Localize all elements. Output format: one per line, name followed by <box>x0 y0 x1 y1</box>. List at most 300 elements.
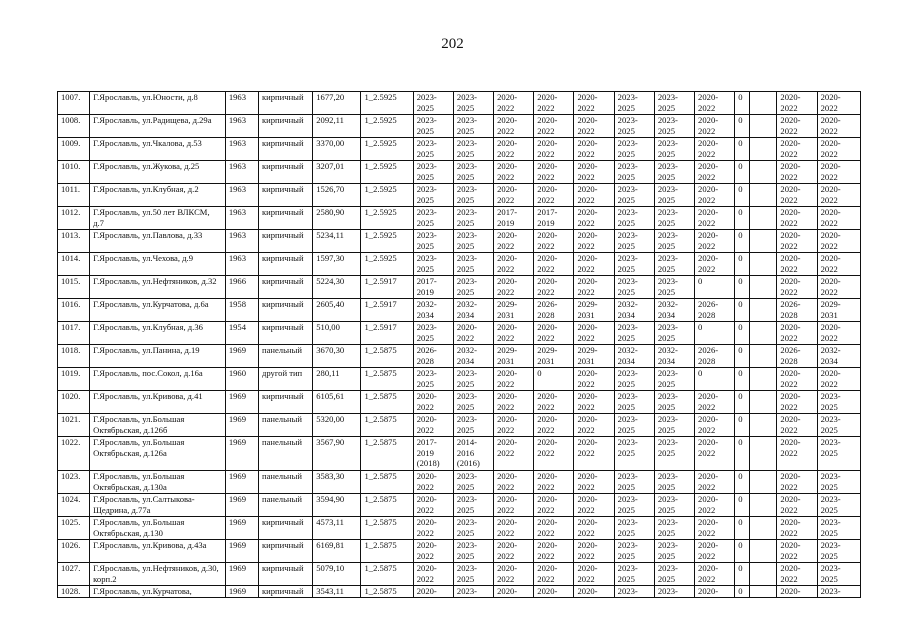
cell-c11: 2020- 2022 <box>777 92 817 115</box>
cell-id: 1019. <box>58 368 90 391</box>
cell-c6: 2023- 2025 <box>614 517 654 540</box>
cell-area: 5079,10 <box>313 563 361 586</box>
cell-addr: Г.Ярославль, ул.Юности, д.8 <box>90 92 226 115</box>
cell-c1: 2020- 2022 <box>413 471 453 494</box>
cell-mat: кирпичный <box>258 253 312 276</box>
table-row <box>58 230 861 253</box>
cell-c8: 2020- 2022 <box>695 540 735 563</box>
cell-c3: 2020- 2022 <box>494 391 534 414</box>
cell-mat: кирпичный <box>258 161 312 184</box>
cell-c12: 2020- 2022 <box>817 322 860 345</box>
cell-c3: 2020- 2022 <box>494 414 534 437</box>
cell-c4: 0 <box>534 368 574 391</box>
cell-c6: 2023- 2025 <box>614 92 654 115</box>
cell-area: 1526,70 <box>313 184 361 207</box>
cell-c1: 2023- 2025 <box>413 368 453 391</box>
cell-c2: 2020- 2022 <box>453 322 493 345</box>
cell-c8: 2020- 2022 <box>695 391 735 414</box>
cell-c2: 2023- <box>453 586 493 598</box>
cell-c5: 2029- 2031 <box>574 345 614 368</box>
table-row <box>58 540 861 563</box>
cell-c9: 0 <box>735 414 750 437</box>
cell-c5: 2020- 2022 <box>574 563 614 586</box>
cell-c8: 2020- 2022 <box>695 414 735 437</box>
cell-c12: 2020- 2022 <box>817 230 860 253</box>
cell-c10 <box>750 253 777 276</box>
cell-year: 1969 <box>225 437 258 471</box>
cell-c7: 2023- 2025 <box>654 391 694 414</box>
table-row <box>58 184 861 207</box>
cell-c12: 2029- 2031 <box>817 299 860 322</box>
cell-c2: 2023- 2025 <box>453 471 493 494</box>
table-row <box>58 391 861 414</box>
cell-c9: 0 <box>735 322 750 345</box>
cell-c10 <box>750 184 777 207</box>
cell-c3: 2020- <box>494 586 534 598</box>
cell-c6: 2023- 2025 <box>614 437 654 471</box>
cell-c2: 2023- 2025 <box>453 563 493 586</box>
cell-c3: 2020- 2022 <box>494 161 534 184</box>
cell-code: 1_2.5875 <box>361 586 413 598</box>
cell-c4: 2029- 2031 <box>534 345 574 368</box>
cell-c4: 2020- 2022 <box>534 517 574 540</box>
cell-c3: 2020- 2022 <box>494 115 534 138</box>
cell-c11: 2020- 2022 <box>777 253 817 276</box>
cell-c12: 2020- 2022 <box>817 276 860 299</box>
cell-c10 <box>750 540 777 563</box>
cell-c1: 2023- 2025 <box>413 138 453 161</box>
cell-c1: 2023- 2025 <box>413 253 453 276</box>
cell-id: 1024. <box>58 494 90 517</box>
cell-c6: 2023- 2025 <box>614 414 654 437</box>
table-row <box>58 586 861 598</box>
cell-c6: 2023- 2025 <box>614 184 654 207</box>
cell-addr: Г.Ярославль, ул.Панина, д.19 <box>90 345 226 368</box>
cell-id: 1022. <box>58 437 90 471</box>
cell-c12: 2023- 2025 <box>817 540 860 563</box>
cell-c12: 2023- 2025 <box>817 563 860 586</box>
cell-code: 1_2.5925 <box>361 230 413 253</box>
cell-id: 1014. <box>58 253 90 276</box>
cell-c6: 2023- <box>614 586 654 598</box>
cell-id: 1008. <box>58 115 90 138</box>
cell-addr: Г.Ярославль, ул.50 лет ВЛКСМ, д.7 <box>90 207 226 230</box>
cell-c10 <box>750 322 777 345</box>
cell-c2: 2023- 2025 <box>453 368 493 391</box>
cell-c1: 2020- <box>413 586 453 598</box>
cell-c10 <box>750 92 777 115</box>
cell-mat: кирпичный <box>258 322 312 345</box>
cell-c11: 2020- 2022 <box>777 322 817 345</box>
cell-c2: 2023- 2025 <box>453 517 493 540</box>
cell-area: 1677,20 <box>313 92 361 115</box>
cell-mat: панельный <box>258 414 312 437</box>
cell-c7: 2023- 2025 <box>654 161 694 184</box>
cell-code: 1_2.5875 <box>361 391 413 414</box>
cell-c6: 2023- 2025 <box>614 494 654 517</box>
cell-code: 1_2.5925 <box>361 184 413 207</box>
cell-area: 3370,00 <box>313 138 361 161</box>
cell-c8: 2020- 2022 <box>695 230 735 253</box>
cell-year: 1963 <box>225 138 258 161</box>
cell-c9: 0 <box>735 345 750 368</box>
cell-c7: 2023- 2025 <box>654 563 694 586</box>
cell-c4: 2020- 2022 <box>534 184 574 207</box>
cell-c12: 2032- 2034 <box>817 345 860 368</box>
cell-c2: 2023- 2025 <box>453 391 493 414</box>
cell-area: 2605,40 <box>313 299 361 322</box>
cell-year: 1969 <box>225 517 258 540</box>
cell-c9: 0 <box>735 563 750 586</box>
cell-c10 <box>750 391 777 414</box>
cell-c4: 2020- 2022 <box>534 230 574 253</box>
cell-c6: 2023- 2025 <box>614 207 654 230</box>
cell-c10 <box>750 471 777 494</box>
cell-c12: 2020- 2022 <box>817 253 860 276</box>
cell-c8: 2020- 2022 <box>695 494 735 517</box>
cell-c10 <box>750 345 777 368</box>
cell-mat: кирпичный <box>258 563 312 586</box>
cell-c9: 0 <box>735 368 750 391</box>
cell-c7: 2023- 2025 <box>654 253 694 276</box>
cell-c3: 2020- 2022 <box>494 276 534 299</box>
cell-c4: 2020- 2022 <box>534 471 574 494</box>
table-row <box>58 299 861 322</box>
cell-c11: 2020- 2022 <box>777 138 817 161</box>
cell-c4: 2020- 2022 <box>534 563 574 586</box>
cell-c5: 2020- 2022 <box>574 471 614 494</box>
cell-code: 1_2.5875 <box>361 517 413 540</box>
cell-id: 1007. <box>58 92 90 115</box>
cell-code: 1_2.5875 <box>361 494 413 517</box>
cell-c11: 2020- 2022 <box>777 540 817 563</box>
cell-mat: панельный <box>258 345 312 368</box>
cell-code: 1_2.5875 <box>361 471 413 494</box>
cell-c11: 2020- 2022 <box>777 563 817 586</box>
cell-code: 1_2.5917 <box>361 276 413 299</box>
cell-year: 1969 <box>225 414 258 437</box>
cell-c3: 2020- 2022 <box>494 368 534 391</box>
cell-c2: 2023- 2025 <box>453 115 493 138</box>
table-row <box>58 322 861 345</box>
cell-c4: 2020- <box>534 586 574 598</box>
cell-c4: 2020- 2022 <box>534 115 574 138</box>
cell-c7: 2023- 2025 <box>654 184 694 207</box>
cell-mat: кирпичный <box>258 391 312 414</box>
cell-c3: 2020- 2022 <box>494 92 534 115</box>
cell-mat: другой тип <box>258 368 312 391</box>
cell-area: 2580,90 <box>313 207 361 230</box>
cell-c2: 2023- 2025 <box>453 230 493 253</box>
cell-c11: 2020- <box>777 586 817 598</box>
cell-c5: 2020- 2022 <box>574 437 614 471</box>
cell-id: 1026. <box>58 540 90 563</box>
cell-c5: 2020- 2022 <box>574 414 614 437</box>
cell-c10 <box>750 276 777 299</box>
cell-c9: 0 <box>735 207 750 230</box>
cell-c2: 2023- 2025 <box>453 494 493 517</box>
cell-c11: 2020- 2022 <box>777 184 817 207</box>
cell-c10 <box>750 299 777 322</box>
cell-c5: 2020- 2022 <box>574 138 614 161</box>
cell-mat: панельный <box>258 437 312 471</box>
cell-c12: 2023- 2025 <box>817 494 860 517</box>
cell-c8: 2020- 2022 <box>695 184 735 207</box>
cell-c10 <box>750 437 777 471</box>
cell-mat: кирпичный <box>258 517 312 540</box>
cell-c2: 2023- 2025 <box>453 253 493 276</box>
cell-c11: 2020- 2022 <box>777 517 817 540</box>
cell-c5: 2020- 2022 <box>574 207 614 230</box>
cell-c1: 2020- 2022 <box>413 414 453 437</box>
cell-c12: 2020- 2022 <box>817 92 860 115</box>
cell-addr: Г.Ярославль, ул.Большая Октябрьская, д.126б <box>90 414 226 437</box>
cell-c5: 2020- 2022 <box>574 368 614 391</box>
cell-c5: 2020- 2022 <box>574 184 614 207</box>
cell-year: 1969 <box>225 563 258 586</box>
cell-code: 1_2.5875 <box>361 540 413 563</box>
cell-c1: 2020- 2022 <box>413 391 453 414</box>
cell-id: 1012. <box>58 207 90 230</box>
cell-c12: 2020- 2022 <box>817 207 860 230</box>
cell-c7: 2023- 2025 <box>654 368 694 391</box>
cell-c7: 2023- 2025 <box>654 517 694 540</box>
cell-addr: Г.Ярославль, ул.Кривова, д.43а <box>90 540 226 563</box>
cell-addr: Г.Ярославль, пос.Сокол, д.16а <box>90 368 226 391</box>
cell-c3: 2020- 2022 <box>494 540 534 563</box>
cell-year: 1969 <box>225 345 258 368</box>
cell-c4: 2020- 2022 <box>534 322 574 345</box>
cell-c10 <box>750 207 777 230</box>
cell-c4: 2020- 2022 <box>534 92 574 115</box>
cell-mat: кирпичный <box>258 540 312 563</box>
cell-addr: Г.Ярославль, ул.Клубная, д.36 <box>90 322 226 345</box>
cell-year: 1969 <box>225 586 258 598</box>
cell-c4: 2020- 2022 <box>534 437 574 471</box>
cell-c9: 0 <box>735 138 750 161</box>
cell-c12: 2020- 2022 <box>817 161 860 184</box>
cell-c7: 2032- 2034 <box>654 345 694 368</box>
cell-c1: 2020- 2022 <box>413 494 453 517</box>
cell-c9: 0 <box>735 494 750 517</box>
cell-c4: 2020- 2022 <box>534 276 574 299</box>
cell-mat: кирпичный <box>258 115 312 138</box>
cell-year: 1963 <box>225 207 258 230</box>
cell-c3: 2017- 2019 <box>494 207 534 230</box>
cell-c6: 2032- 2034 <box>614 345 654 368</box>
cell-c10 <box>750 138 777 161</box>
cell-c1: 2020- 2022 <box>413 517 453 540</box>
cell-code: 1_2.5925 <box>361 161 413 184</box>
cell-c8: 2020- 2022 <box>695 138 735 161</box>
cell-c9: 0 <box>735 391 750 414</box>
cell-addr: Г.Ярославль, ул.Нефтяников, д.32 <box>90 276 226 299</box>
cell-id: 1020. <box>58 391 90 414</box>
cell-c7: 2023- 2025 <box>654 92 694 115</box>
cell-c7: 2032- 2034 <box>654 299 694 322</box>
cell-c11: 2020- 2022 <box>777 230 817 253</box>
table-row <box>58 414 861 437</box>
cell-c10 <box>750 115 777 138</box>
cell-c1: 2020- 2022 <box>413 563 453 586</box>
cell-mat: кирпичный <box>258 184 312 207</box>
cell-c8: 0 <box>695 322 735 345</box>
cell-c12: 2023- 2025 <box>817 414 860 437</box>
cell-c6: 2023- 2025 <box>614 471 654 494</box>
cell-c5: 2020- 2022 <box>574 494 614 517</box>
cell-area: 3594,90 <box>313 494 361 517</box>
cell-c9: 0 <box>735 586 750 598</box>
cell-code: 1_2.5875 <box>361 345 413 368</box>
cell-year: 1963 <box>225 230 258 253</box>
cell-c9: 0 <box>735 540 750 563</box>
cell-code: 1_2.5917 <box>361 299 413 322</box>
cell-c4: 2020- 2022 <box>534 138 574 161</box>
cell-area: 6169,81 <box>313 540 361 563</box>
cell-addr: Г.Ярославль, ул.Курчатова, д.6а <box>90 299 226 322</box>
cell-c5: 2020- <box>574 586 614 598</box>
cell-id: 1010. <box>58 161 90 184</box>
cell-year: 1963 <box>225 115 258 138</box>
cell-c3: 2020- 2022 <box>494 563 534 586</box>
cell-c6: 2023- 2025 <box>614 276 654 299</box>
table-row <box>58 161 861 184</box>
cell-c5: 2020- 2022 <box>574 230 614 253</box>
cell-c7: 2023- 2025 <box>654 414 694 437</box>
cell-mat: панельный <box>258 494 312 517</box>
cell-c5: 2020- 2022 <box>574 115 614 138</box>
cell-c9: 0 <box>735 437 750 471</box>
cell-c3: 2029- 2031 <box>494 299 534 322</box>
cell-year: 1954 <box>225 322 258 345</box>
table-row <box>58 345 861 368</box>
cell-c7: 2023- 2025 <box>654 138 694 161</box>
cell-area: 5320,00 <box>313 414 361 437</box>
cell-area: 3207,01 <box>313 161 361 184</box>
cell-mat: кирпичный <box>258 230 312 253</box>
cell-c11: 2020- 2022 <box>777 207 817 230</box>
cell-c12: 2020- 2022 <box>817 115 860 138</box>
cell-c9: 0 <box>735 92 750 115</box>
cell-c7: 2023- 2025 <box>654 322 694 345</box>
cell-mat: кирпичный <box>258 586 312 598</box>
cell-c8: 2020- <box>695 586 735 598</box>
cell-c5: 2020- 2022 <box>574 92 614 115</box>
cell-id: 1027. <box>58 563 90 586</box>
cell-c3: 2020- 2022 <box>494 471 534 494</box>
cell-c1: 2023- 2025 <box>413 207 453 230</box>
cell-id: 1011. <box>58 184 90 207</box>
cell-mat: кирпичный <box>258 207 312 230</box>
cell-addr: Г.Ярославль, ул.Клубная, д.2 <box>90 184 226 207</box>
table-row <box>58 437 861 471</box>
cell-c11: 2020- 2022 <box>777 414 817 437</box>
cell-addr: Г.Ярославль, ул.Павлова, д.33 <box>90 230 226 253</box>
cell-c9: 0 <box>735 276 750 299</box>
cell-c9: 0 <box>735 184 750 207</box>
cell-c10 <box>750 517 777 540</box>
table-row <box>58 115 861 138</box>
cell-c8: 0 <box>695 368 735 391</box>
cell-c4: 2020- 2022 <box>534 414 574 437</box>
cell-c12: 2023- 2025 <box>817 437 860 471</box>
cell-c5: 2020- 2022 <box>574 540 614 563</box>
cell-year: 1963 <box>225 184 258 207</box>
cell-c6: 2023- 2025 <box>614 230 654 253</box>
cell-area: 4573,11 <box>313 517 361 540</box>
cell-c2: 2032- 2034 <box>453 299 493 322</box>
cell-id: 1025. <box>58 517 90 540</box>
cell-c5: 2020- 2022 <box>574 161 614 184</box>
cell-area: 5234,11 <box>313 230 361 253</box>
cell-addr: Г.Ярославль, ул.Большая Октябрьская, д.130а <box>90 471 226 494</box>
cell-addr: Г.Ярославль, ул.Большая Октябрьская, д.130 <box>90 517 226 540</box>
cell-c10 <box>750 586 777 598</box>
cell-mat: кирпичный <box>258 138 312 161</box>
cell-c1: 2020- 2022 <box>413 540 453 563</box>
cell-c7: 2023- 2025 <box>654 437 694 471</box>
cell-c2: 2023- 2025 <box>453 92 493 115</box>
cell-c4: 2017- 2019 <box>534 207 574 230</box>
cell-code: 1_2.5925 <box>361 115 413 138</box>
cell-code: 1_2.5925 <box>361 207 413 230</box>
cell-addr: Г.Ярославль, ул.Кривова, д.41 <box>90 391 226 414</box>
cell-c10 <box>750 161 777 184</box>
cell-c6: 2023- 2025 <box>614 253 654 276</box>
cell-mat: кирпичный <box>258 92 312 115</box>
table-row <box>58 494 861 517</box>
cell-area: 3567,90 <box>313 437 361 471</box>
cell-code: 1_2.5925 <box>361 92 413 115</box>
cell-c2: 2023- 2025 <box>453 138 493 161</box>
table-row <box>58 253 861 276</box>
cell-c10 <box>750 414 777 437</box>
cell-c12: 2020- 2022 <box>817 184 860 207</box>
cell-c1: 2017- 2019 (2018) <box>413 437 453 471</box>
table-row <box>58 92 861 115</box>
cell-c12: 2020- 2022 <box>817 368 860 391</box>
cell-c6: 2023- 2025 <box>614 115 654 138</box>
cell-area: 2092,11 <box>313 115 361 138</box>
cell-c1: 2026- 2028 <box>413 345 453 368</box>
cell-c3: 2020- 2022 <box>494 322 534 345</box>
cell-c11: 2020- 2022 <box>777 494 817 517</box>
cell-c2: 2023- 2025 <box>453 414 493 437</box>
cell-id: 1028. <box>58 586 90 598</box>
cell-c1: 2023- 2025 <box>413 230 453 253</box>
cell-year: 1963 <box>225 92 258 115</box>
cell-c2: 2023- 2025 <box>453 184 493 207</box>
cell-c2: 2023- 2025 <box>453 540 493 563</box>
table-row <box>58 138 861 161</box>
cell-id: 1009. <box>58 138 90 161</box>
cell-c6: 2023- 2025 <box>614 368 654 391</box>
cell-c12: 2023- 2025 <box>817 517 860 540</box>
cell-c8: 2020- 2022 <box>695 92 735 115</box>
cell-year: 1966 <box>225 276 258 299</box>
cell-c9: 0 <box>735 471 750 494</box>
cell-c4: 2020- 2022 <box>534 391 574 414</box>
cell-c3: 2020- 2022 <box>494 494 534 517</box>
cell-c7: 2023- 2025 <box>654 230 694 253</box>
cell-c8: 0 <box>695 276 735 299</box>
table-body <box>58 92 861 598</box>
cell-c5: 2020- 2022 <box>574 276 614 299</box>
cell-area: 3583,30 <box>313 471 361 494</box>
cell-c11: 2020- 2022 <box>777 471 817 494</box>
cell-c6: 2023- 2025 <box>614 161 654 184</box>
cell-c5: 2020- 2022 <box>574 517 614 540</box>
